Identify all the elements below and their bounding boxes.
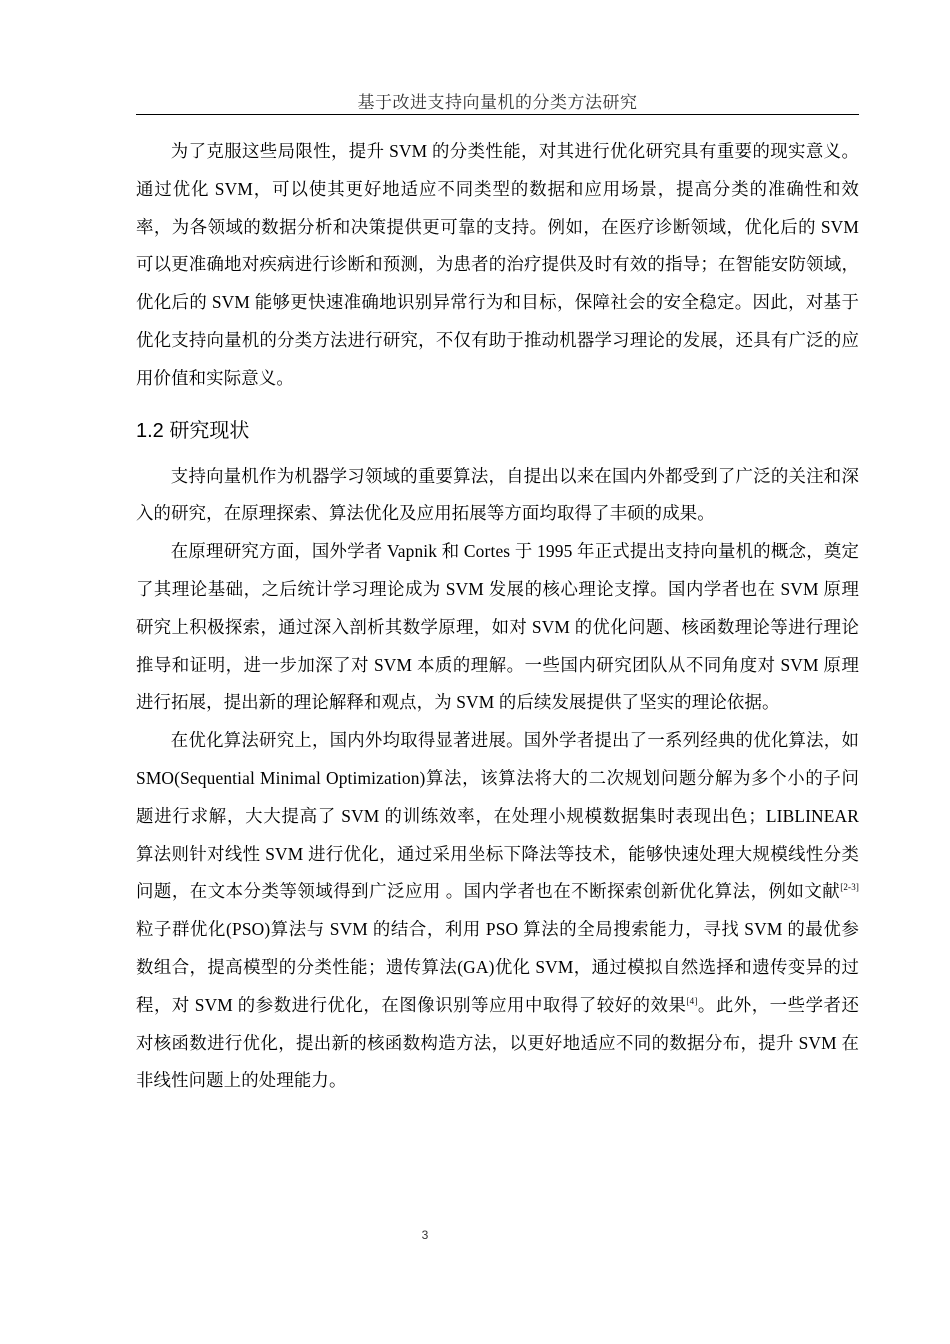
paragraph-motivation: 为了克服这些局限性，提升 SVM 的分类性能，对其进行优化研究具有重要的现实意义。通过优化 SVM，可以使其更好地适应不同类型的数据和应用场景，提高分类的准确性和效率，为各领域的数据分析和决策提供更可靠的支持。例如，在医疗诊断领域，优化后的 SVM 可以更准确地对疾病进行诊断和预测，为患者的治疗提供及时有效的指导；在智能安防领域，优化后的 SVM 能够更快速准确地识别异常行为和目标，保障社会的安全稳定。因此，对基于优化支持向量机的分类方法进行研究，不仅有助于推动机器学习理论的发展，还具有广泛的应用价值和实际意义。: [136, 141, 859, 388]
citation-4[interactable]: [4]: [686, 995, 698, 1006]
paragraph-optimization-part3: 。此外，一些学者还对核函数进行优化，提出新的核函数构造方法，以更好地适应不同的数据分布，提升 SVM 在非线性问题上的处理能力。: [136, 994, 860, 1091]
page-body: [136, 133, 859, 1100]
header-rule: [136, 114, 859, 115]
paragraph-optimization-part1: 在优化算法研究上，国内外均取得显著进展。国外学者提出了一系列经典的优化算法，如 SMO(Sequential Minimal Optimization)算法，该算法将大的二次规划问题分解为多个小的子问题进行求解，大大提高了 SVM 的训练效率，在处理小规模数据集时表现出色；LIBLINEAR 算法则针对线性 SVM 进行优化，通过采用坐标下降法等技术，能够快速处理大规模线性分类问题，在文本分类等领域得到广泛应用 。国内学者也在不断探索创新优化算法，例如文献: [136, 730, 859, 902]
section-number: 1.2: [136, 419, 164, 442]
page-number: 3: [421, 1228, 429, 1242]
section-heading: [136, 415, 859, 447]
paragraph-overview: 支持向量机作为机器学习领域的重要算法，自提出以来在国内外都受到了广泛的关注和深入的研究，在原理探索、算法优化及应用拓展等方面均取得了丰硕的成果。: [136, 465, 859, 524]
paragraph-optimization-part2: 粒子群优化(PSO)算法与 SVM 的结合，利用 PSO 算法的全局搜索能力，寻找 SVM 的最优参数组合，提高模型的分类性能；遗传算法(GA)优化 SVM，通过模拟自然选择和遗传变异的过程，对 SVM 的参数进行优化，在图像识别等应用中取得了较好的效果: [136, 919, 859, 1015]
citation-2-3[interactable]: [2-3]: [840, 882, 859, 893]
section-title: 研究现状: [169, 419, 250, 442]
running-header: 基于改进支持向量机的分类方法研究: [357, 93, 638, 112]
paragraph-theory: 在原理研究方面，国外学者 Vapnik 和 Cortes 于 1995 年正式提出支持向量机的概念，奠定了其理论基础，之后统计学习理论成为 SVM 发展的核心理论支撑。国内学者也在 SVM 原理研究上积极探索，通过深入剖析其数学原理，如对 SVM 的优化问题、核函数理论等进行理论推导和证明，进一步加深了对 SVM 本质的理解。一些国内研究团队从不同角度对 SVM 原理进行拓展，提出新的理论解释和观点，为 SVM 的后续发展提供了坚实的理论依据。: [136, 541, 859, 713]
paragraph-optimization: [136, 722, 859, 1100]
